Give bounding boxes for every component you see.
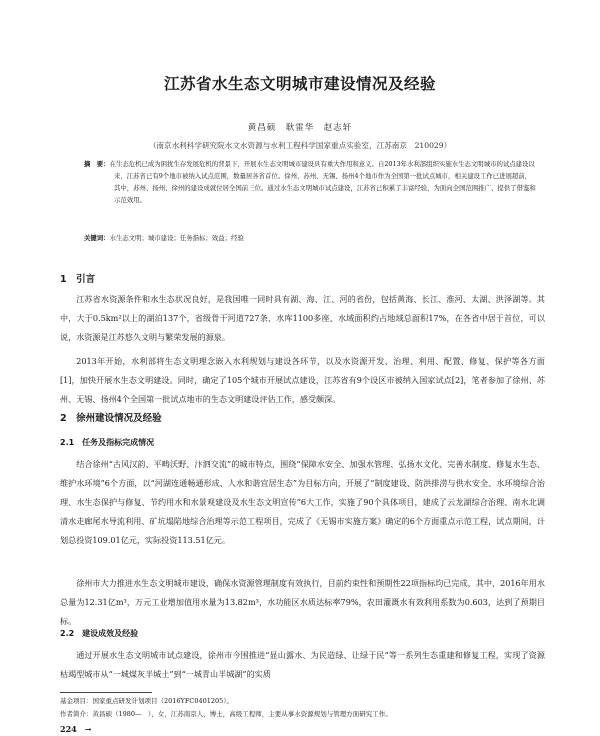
section-2-2-paragraph-1: 通过开展水生态文明城市试点建设，徐州市今围推进“显山露水、为民造绿、让绿于民”等一系列生态重建和修复工程，实现了资源枯竭型城市从“一城煤灰半城土”到“一城青山半城湖”的实质 (60, 650, 545, 679)
abstract-paragraph (84, 158, 536, 206)
abstract-text: 在生态危机已成为困扰生存发展危机的背景下，开展水生态文明城市建设具有重大作用和意义。自2013年水利部组织实施水生态文明城市的试点建设以来，江苏省已有9个地市被纳入试点范围，数量居各省首位。徐州、苏州、无锡、扬州4个地市作为全国第一批试点城市，相关建设工作已进展超前，其中，苏州、扬州、徐州的建设成就位居全国前三位。通过水生态文明城市试点建设，江苏省已积累了丰富经验，为面向全国范围推广、提供了借鉴和示范效用。 (109, 160, 536, 204)
footnote-divider (60, 692, 152, 693)
section-2-1-paragraph-1: 结合徐州“古风汉韵、平畴沃野、汴泗交流”的城市特点，围绕“保障水安全、加强水管理、弘扬水文化、完善水制度、修复水生态、维护水环境”6个方面，以“河湖连通畅通形成、人水和谐宜居生态”为目标方向，开展了“制度建设、防洪排涝与供水安全、水环境综合治理、水生态保护与修复、节约用水和水景观建设及水生态文明宣传”6大工作，实施了90个具体项目，建成了云龙湖综合治理、南水北调清水走廊尾水导流利用、矿坑塌陷地综合治理等示范工程项目，完成了《无锡市实施方案》确定的6个方面重点示范工程，试点期间，计划总投资109.01亿元，实际投资113.51亿元。 (60, 459, 545, 545)
page-number: 224 → (60, 724, 92, 734)
section-1-paragraph-1: 江苏省水资源条件和水生态状况良好，是我国唯一同时具有湖、海、江、河的省份，包括黄海、长江、淮河、太湖、洪泽湖等。其中，大于0.5km²以上的湖泊137个，省级骨干河道727条、水库1100多座，水域面积约占地域总面积17%，在各省中居于首位，可以说，水资源是江苏悠久文明与繁荣发展的源泉。 (60, 294, 545, 342)
section-2-1-paragraph-2: 徐州市大力推进水生态文明城市建设，确保水资源管理制度有效执行，目前约束性和预期性22项指标均已完成，其中，2016年用水总量为12.31亿m³，万元工业增加值用水量为13.82m³，水功能区水质达标率79%，农田灌溉水有效利用系数为0.603，达到了预期目标。 (60, 578, 545, 626)
section-1-paragraph-2: 2013年开始，水利部将生态文明理念嵌入水利规划与建设各环节，以及水资源开发、治理、利用、配置、修复、保护等各方面[1]，加快开展水生态文明建设。同时，确定了105个城市开展试点建设，江苏省有9个设区市被纳入国家试点[2]，笔者参加了徐州、苏州、无锡、扬州4个全国第一批试点地市的生态文明建设评估工作，感受颇深。 (60, 356, 545, 404)
section-2-1-heading: 2.1 任务及指标完成情况 (60, 438, 155, 447)
footnote-fund: 基金项目：国家重点研发计划项目（2016YFC0401205）。 (60, 697, 234, 705)
footnote-author: 作者简介：黄昌硕（1980— ），女，江苏南京人，博士，高级工程师，主要从事水资源规划与管理方面研究工作。 (60, 710, 392, 718)
section-2-heading: 2 徐州建设情况及经验 (60, 413, 162, 424)
keywords-line (84, 233, 536, 242)
keywords-label: 关键词： (84, 234, 110, 242)
paper-title: 江苏省水生态文明城市建设情况及经验 (163, 75, 436, 93)
abstract-block (84, 158, 536, 206)
section-2-2-heading: 2.2 建设成效及经验 (60, 629, 139, 638)
keywords-text: 水生态文明；城市建设；任务指标；效益；经验 (109, 234, 244, 242)
author-list: 黄昌硕 耿雷华 赵志轩 (247, 123, 353, 133)
author-affiliation: （南京水利科学研究院水文水资源与水利工程科学国家重点实验室，江苏南京 210029） (148, 141, 452, 150)
abstract-label: 摘 要： (84, 160, 110, 168)
section-1-heading: 1 引言 (60, 274, 96, 285)
